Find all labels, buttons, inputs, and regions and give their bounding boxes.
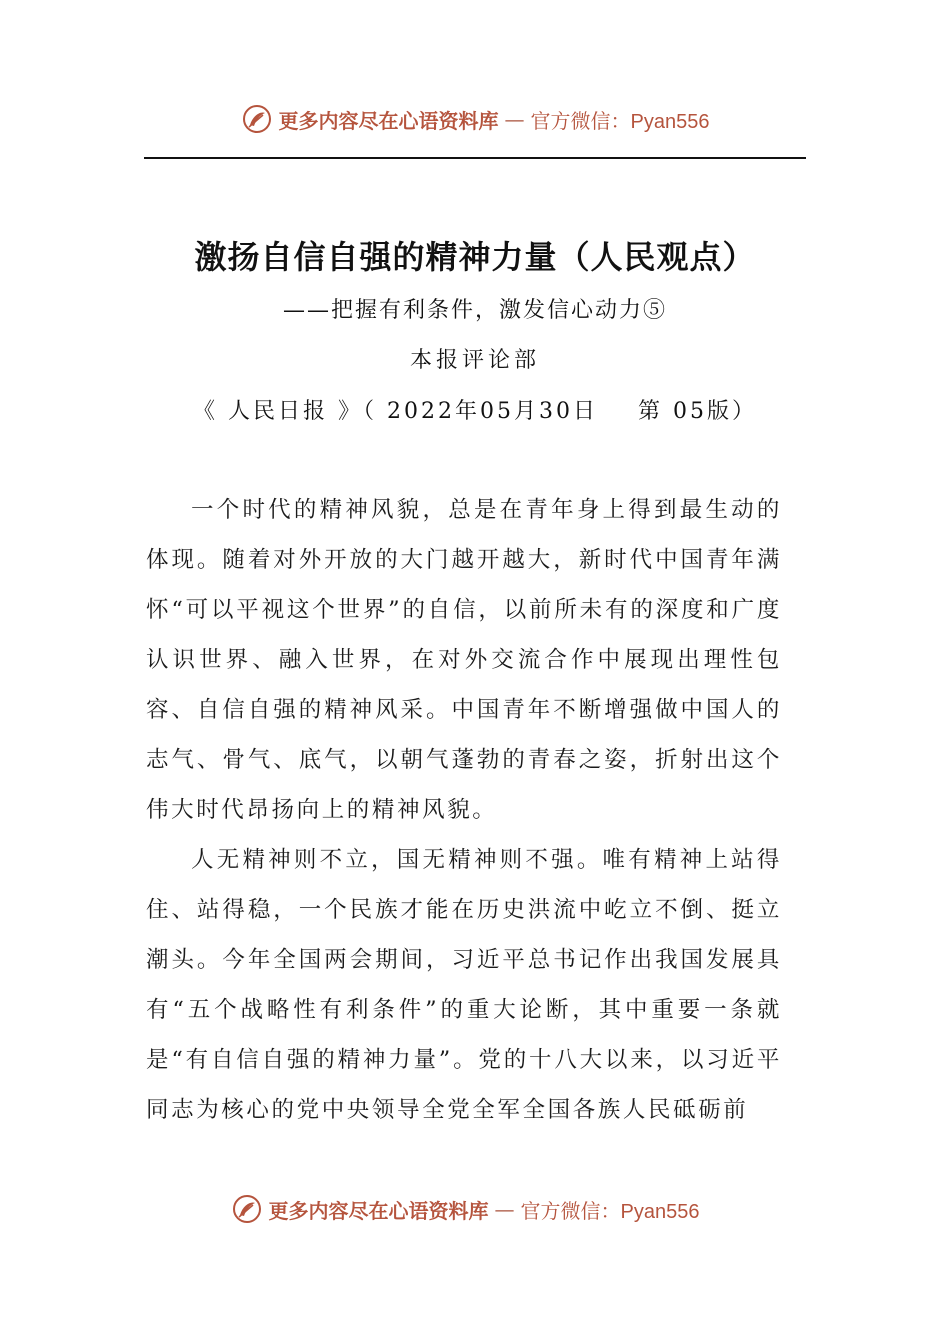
article-paragraph-1: 一个时代的精神风貌，总是在青年身上得到最生动的体现。随着对外开放的大门越开越大，新时代中国青年满怀“可以平视这个世界”的自信，以前所未有的深度和广度认识世界、融入世界，在对外交流合作中展现出理性包容、自信自强的精神风采。中国青年不断增强做中国人的志气、骨气、底气，以朝气蓬勃的青春之姿，折射出这个伟大时代昂扬向上的精神风貌。: [146, 497, 782, 823]
article-title: 激扬自信自强的精神力量（人民观点）: [194, 238, 756, 276]
header-divider: [144, 157, 806, 159]
footer-watermark-banner: [0, 1193, 940, 1225]
banner-separator: —: [504, 107, 525, 131]
banner-library-text: 更多内容尽在心语资料库: [268, 1198, 489, 1223]
header-watermark-banner: [0, 103, 950, 135]
banner-separator: —: [494, 1197, 515, 1221]
article-source: 《 人民日报 》（ 2022年05月30日 第 05版）: [193, 399, 757, 424]
article-paragraph-2: 人无精神则不立，国无精神则不强。唯有精神上站得住、站得稳，一个民族才能在历史洪流中屹立不倒、挺立潮头。今年全国两会期间，习近平总书记作出我国发展具有“五个战略性有利条件”的重大论断，其中重要一条就是“有自信自强的精神力量”。党的十八大以来，以习近平同志为核心的党中央领导全党全军全国各族人民砥砺前: [146, 847, 782, 1123]
banner-wechat-text: 官方微信：Pyan556: [530, 110, 710, 133]
library-logo-icon: [241, 103, 273, 135]
banner-wechat-text: 官方微信：Pyan556: [520, 1200, 700, 1223]
article-subtitle: ——把握有利条件，激发信心动力⑤: [282, 298, 667, 323]
library-logo-icon: [231, 1193, 263, 1225]
article-author: 本报评论部: [409, 348, 540, 373]
banner-library-text: 更多内容尽在心语资料库: [278, 108, 499, 133]
article-body: [146, 485, 782, 1135]
